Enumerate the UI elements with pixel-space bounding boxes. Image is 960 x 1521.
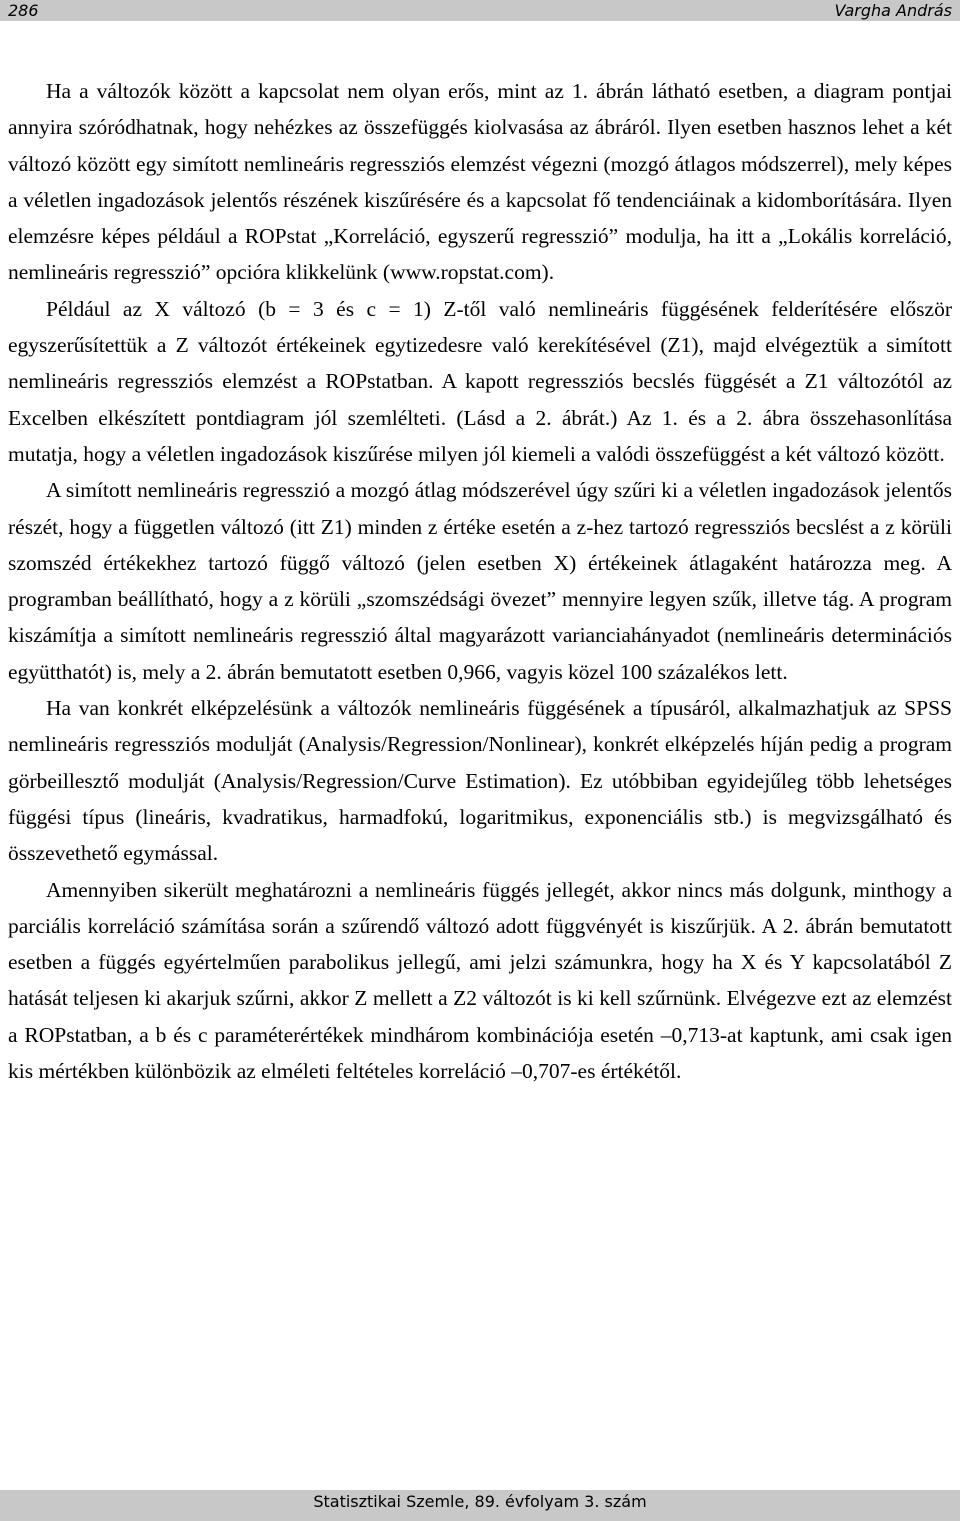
- paragraph: Ha a változók között a kapcsolat nem olyan erős, mint az 1. ábrán látható esetben, a diagram pontjai annyira szóródhatnak, hogy nehézkes az összefüggés kiolvasása az ábráról. Ilyen esetben hasznos lehet a két változó között egy simított nemlineáris regressziós elemzést végezni (mozgó átlagos módszerrel), mely képes a véletlen ingadozások jelentős részének kiszűrésére és a kapcsolat fő tendenciáinak a kidomborítására. Ilyen elemzésre képes például a ROPstat „Korreláció, egyszerű regresszió” modulja, ha itt a „Lokális korreláció, nemlineáris regresszió” opcióra klikkelünk (www.ropstat.com).: [8, 79, 952, 285]
- body-text: [8, 73, 952, 1089]
- running-header-author: Vargha András: [834, 1, 952, 20]
- page-number: 286: [8, 1, 39, 20]
- paragraph: Ha van konkrét elképzelésünk a változók nemlineáris függésének a típusáról, alkalmazhatjuk az SPSS nemlineáris regressziós modulját (Analysis/Regression/Nonlinear), konkrét elképzelés híján pedig a program görbeillesztő modulját (Analysis/Regression/Curve Estimation). Ez utóbbiban egyidejűleg több lehetséges függési típus (lineáris, kvadratikus, harmadfokú, logaritmikus, exponenciális stb.) is megvizsgálható és összevethető egymással.: [8, 696, 952, 866]
- paragraph: Amennyiben sikerült meghatározni a nemlineáris függés jellegét, akkor nincs más dolgunk, minthogy a parciális korreláció számítása során a szűrendő változó adott függvényét is kiszűrjük. A 2. ábrán bemutatott esetben a függés egyértelműen parabolikus jellegű, ami jelzi számunkra, hogy ha X és Y kapcsolatából Z hatását teljesen ki akarjuk szűrni, akkor Z mellett a Z2 változót is ki kell szűrnünk. Elvégezve ezt az elemzést a ROPstatban, a b és c paraméterértékek mindhárom kombinációja esetén –0,713-at kaptunk, ami csak igen kis mértékben különbözik az elméleti feltételes korreláció –0,707-es értékétől.: [8, 877, 952, 1084]
- running-header: [0, 0, 960, 21]
- journal-footer: Statisztikai Szemle, 89. évfolyam 3. szám: [313, 1492, 647, 1511]
- paragraph: Például az X változó (b = 3 és c = 1) Z-től való nemlineáris függésének felderítésére először egyszerűsítettük a Z változót értékeinek egytizedesre való kerekítésével (Z1), majd elvégeztük a simított nemlineáris regressziós elemzést a ROPstatban. A kapott regressziós becslés függését a Z1 változótól az Excelben elkészített pontdiagram jól szemlélteti. (Lásd a 2. ábrát.) Az 1. és a 2. ábra összehasonlítása mutatja, hogy a véletlen ingadozások kiszűrése milyen jól kiemeli a valódi összefüggést a két változó között.: [8, 296, 952, 466]
- paragraph: A simított nemlineáris regresszió a mozgó átlag módszerével úgy szűri ki a véletlen ingadozások jelentős részét, hogy a független változó (itt Z1) minden z értéke esetén a z-hez tartozó regressziós becslést a z körüli szomszéd értékekhez tartozó függő változó (jelen esetben X) értékeinek átlagaként határozza meg. A programban beállítható, hogy a z körüli „szomszédsági övezet” mennyire legyen szűk, illetve tág. A program kiszámítja a simított nemlineáris regresszió által magyarázott varianciahányadot (nemlineáris determinációs együtthatót) is, mely a 2. ábrán bemutatott esetben 0,966, vagyis közel 100 százalékos lett.: [8, 478, 952, 684]
